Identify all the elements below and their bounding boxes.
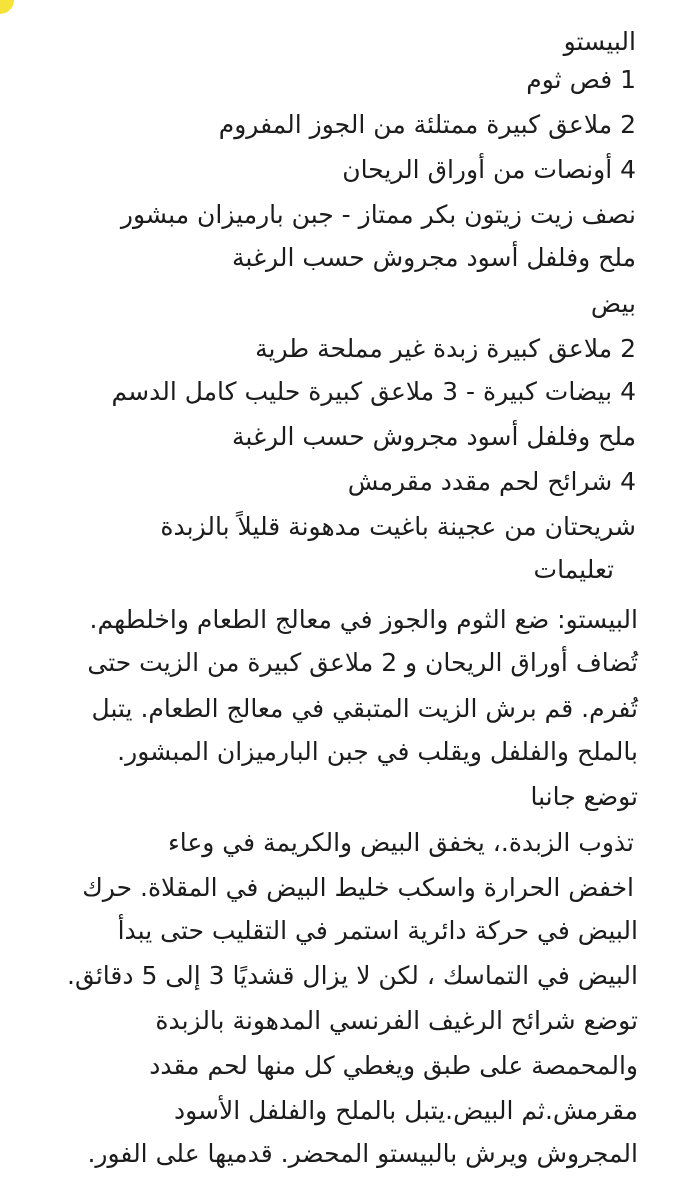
text-line: بالملح والفلفل ويقلب في جبن البارميزان المبشور. (117, 737, 638, 766)
text-line: توضع شرائح الرغيف الفرنسي المدهونة بالزبدة (155, 1006, 638, 1035)
text-line: والمحمصة على طبق ويغطي كل منها لحم مقدد (149, 1051, 638, 1080)
text-line: تعليمات (533, 555, 614, 584)
text-line: تُفرم. قم برش الزيت المتبقي في معالج الطعام. يتبل (91, 694, 638, 723)
text-line: 1 فص ثوم (526, 65, 636, 94)
text-line: البيض في حركة دائرية استمر في التقليب حتى يبدأ (117, 916, 638, 945)
text-line: ملح وفلفل أسود مجروش حسب الرغبة (232, 243, 636, 272)
text-line: 2 ملاعق كبيرة ممتلئة من الجوز المفروم (218, 110, 636, 139)
text-line: البيستو (563, 27, 636, 56)
text-line: المجروش ويرش بالبيستو المحضر. قدميها على الفور. (87, 1139, 638, 1168)
text-line: بيض (590, 289, 636, 318)
text-line: تذوب الزبدة.، يخفق البيض والكريمة في وعاء (168, 828, 634, 857)
text-line: البيض في التماسك ، لكن لا يزال قشديًا 3 إلى 5 دقائق. (67, 961, 638, 990)
text-line: تُضاف أوراق الريحان و 2 ملاعق كبيرة من الزيت حتى (87, 648, 638, 677)
text-line: مقرمش.ثم البيض.يتبل بالملح والفلفل الأسود (173, 1096, 638, 1125)
text-line: 4 شرائح لحم مقدد مقرمش (347, 467, 636, 496)
text-line: 4 أونصات من أوراق الريحان (342, 155, 636, 184)
text-line: شريحتان من عجينة باغيت مدهونة قليلاً بالزبدة (160, 512, 636, 541)
text-line: نصف زيت زيتون بكر ممتاز - جبن بارميزان مبشور (120, 200, 636, 229)
text-line: اخفض الحرارة واسكب خليط البيض في المقلاة. حرك (82, 873, 634, 902)
text-line: البيستو: ضع الثوم والجوز في معالج الطعام واخلطهم. (89, 605, 638, 634)
text-line: 4 بيضات كبيرة - 3 ملاعق كبيرة حليب كامل الدسم (111, 377, 636, 406)
text-line: توضع جانبا (530, 782, 638, 811)
text-line: ملح وفلفل أسود مجروش حسب الرغبة (232, 422, 636, 451)
text-line: 2 ملاعق كبيرة زبدة غير مملحة طرية (255, 334, 636, 363)
